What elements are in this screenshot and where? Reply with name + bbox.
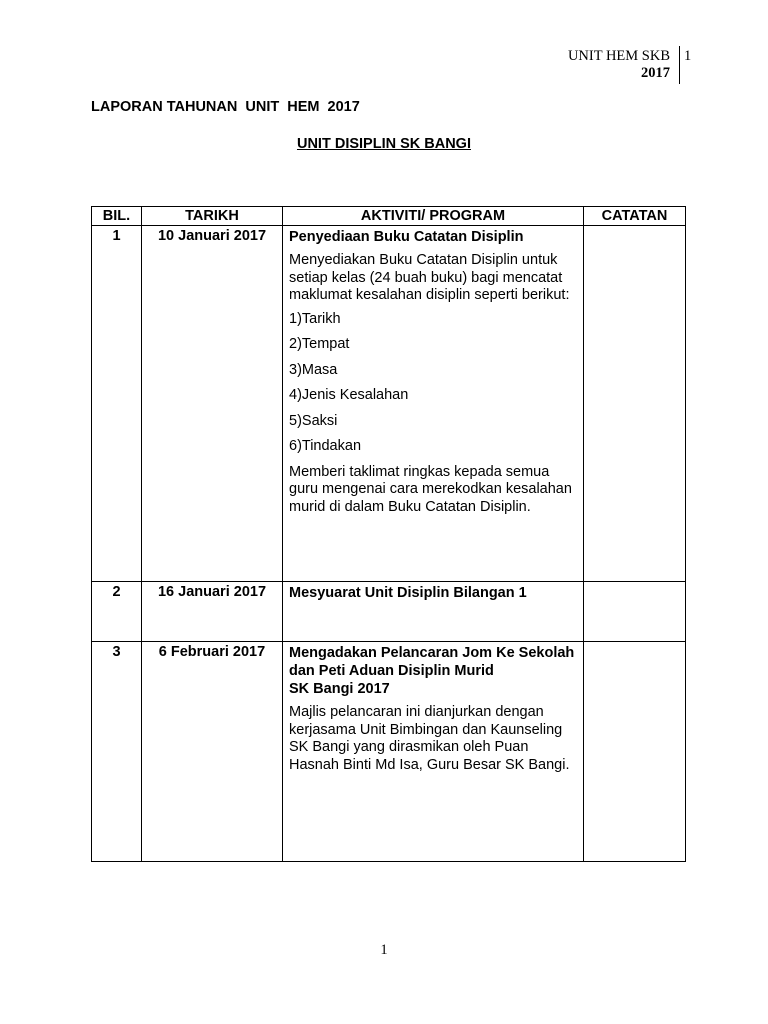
activity-description: Majlis pelancaran ini dianjurkan dengan kerjasama Unit Bimbingan dan Kaunseling SK Bangi yang dirasmikan oleh Puan Hasnah Binti Md Isa, Guru Besar SK Bangi. xyxy=(289,704,570,773)
row-tarikh: 6 Februari 2017 xyxy=(142,642,283,862)
footer-page-number: 1 xyxy=(380,942,388,958)
activity-title: Mesyuarat Unit Disiplin Bilangan 1 xyxy=(289,585,527,601)
row-aktiviti xyxy=(283,582,584,642)
row-bil: 3 xyxy=(92,642,142,862)
list-item: 4)Jenis Kesalahan xyxy=(289,387,409,403)
row-aktiviti xyxy=(283,642,584,862)
header-page-number: 1 xyxy=(684,48,692,64)
row-aktiviti xyxy=(283,226,584,582)
header-catatan: CATATAN xyxy=(584,207,686,226)
row-bil: 2 xyxy=(92,582,142,642)
activity-closing: Memberi taklimat ringkas kepada semua guru mengenai cara merekodkan kesalahan murid di dalam Buku Catatan Disiplin. xyxy=(289,463,572,515)
table-row xyxy=(92,642,686,862)
header-divider xyxy=(679,46,680,84)
running-header xyxy=(520,46,680,84)
header-year: 2017 xyxy=(641,65,670,81)
row-catatan xyxy=(584,582,686,642)
list-item: 1)Tarikh xyxy=(289,310,341,327)
unit-title xyxy=(0,136,768,152)
row-catatan xyxy=(584,642,686,862)
report-title: LAPORAN TAHUNAN UNIT HEM 2017 xyxy=(91,99,360,115)
list-item: 5)Saksi xyxy=(289,412,338,429)
activity-title-line2: SK Bangi 2017 xyxy=(289,681,390,697)
activity-table xyxy=(91,206,686,862)
list-item: 3)Masa xyxy=(289,361,338,378)
list-item: 6)Tindakan xyxy=(289,438,362,454)
activity-title: Mengadakan Pelancaran Jom Ke Sekolah dan Peti Aduan Disiplin Murid xyxy=(289,645,575,679)
row-tarikh: 16 Januari 2017 xyxy=(142,582,283,642)
activity-title: Penyediaan Buku Catatan Disiplin xyxy=(289,229,524,245)
row-tarikh: 10 Januari 2017 xyxy=(142,226,283,582)
row-bil: 1 xyxy=(92,226,142,582)
activity-intro: Menyediakan Buku Catatan Disiplin untuk setiap kelas (24 buah buku) bagi mencatat maklumat kesalahan disiplin seperti berikut: xyxy=(289,252,570,303)
table-header-row xyxy=(92,207,686,226)
header-unit: UNIT HEM SKB xyxy=(567,48,670,64)
list-item: 2)Tempat xyxy=(289,336,350,352)
header-aktiviti: AKTIVITI/ PROGRAM xyxy=(283,207,584,226)
table-row xyxy=(92,582,686,642)
row-catatan xyxy=(584,226,686,582)
table-row xyxy=(92,226,686,582)
header-bil: BIL. xyxy=(92,207,142,226)
header-tarikh: TARIKH xyxy=(142,207,283,226)
unit-title-text: UNIT DISIPLIN SK BANGI xyxy=(296,136,471,152)
